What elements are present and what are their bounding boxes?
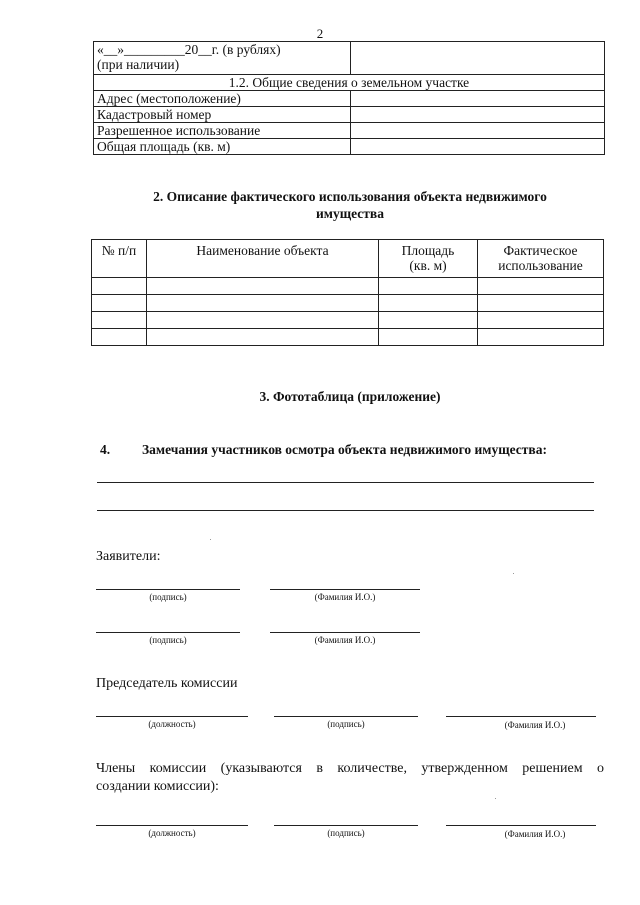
member-signature-line[interactable] [274, 825, 418, 826]
signature-caption: (подпись) [327, 828, 365, 838]
applicants-label: Заявители: [96, 549, 161, 564]
remarks-line-1[interactable] [97, 482, 594, 483]
name-caption: (Фамилия И.О.) [314, 635, 376, 645]
if-available-note: (при наличии) [97, 57, 180, 72]
table-row [94, 107, 605, 123]
header-use-line2: использование [498, 258, 583, 273]
applicant-1-signature-line[interactable] [96, 589, 240, 590]
table-row [94, 42, 605, 75]
row-label-total-area: Общая площадь (кв. м) [94, 139, 351, 155]
table-row [92, 312, 604, 329]
header-area-line1: Площадь [401, 243, 455, 258]
page-number: 2 [316, 26, 324, 41]
table-row [92, 278, 604, 295]
table-row [94, 91, 605, 107]
cell[interactable] [478, 329, 604, 346]
members-label-cont: создании комиссии): [96, 779, 219, 794]
cell[interactable] [478, 312, 604, 329]
chairman-label: Председатель комиссии [96, 676, 238, 691]
signature-caption: (подпись) [149, 635, 187, 645]
cell[interactable] [92, 278, 147, 295]
header-use [478, 240, 604, 278]
members-label-line1: Члены комиссии (указываются в количестве, утвержденном решением о [96, 761, 604, 776]
cell[interactable] [379, 295, 478, 312]
row-label-cadastral: Кадастровый номер [94, 107, 351, 123]
chairman-name-line[interactable] [446, 716, 596, 717]
cell[interactable] [478, 295, 604, 312]
cell[interactable] [379, 312, 478, 329]
section-header: 1.2. Общие сведения о земельном участке [94, 75, 605, 91]
value-cell[interactable] [351, 139, 605, 155]
name-caption: (Фамилия И.О.) [504, 829, 566, 839]
cell[interactable] [147, 312, 379, 329]
value-cell[interactable] [351, 107, 605, 123]
cell[interactable] [379, 329, 478, 346]
table-row [92, 295, 604, 312]
cell[interactable] [92, 312, 147, 329]
members-label [96, 760, 604, 778]
section-4-title: Замечания участников осмотра объекта недвижимого имущества: [142, 442, 547, 457]
cell[interactable] [478, 278, 604, 295]
section-2-title-line2: имущества [316, 206, 384, 221]
table-row [94, 75, 605, 91]
chairman-signature-line[interactable] [274, 716, 418, 717]
section-2-title-line1: 2. Описание фактического использования объекта недвижимого [153, 189, 547, 204]
chairman-position-line[interactable] [96, 716, 248, 717]
header-num: № п/п [92, 240, 147, 278]
value-cell[interactable] [351, 91, 605, 107]
date-line: «__»_________20__г. (в рублях) [97, 42, 281, 57]
applicant-1-name-line[interactable] [270, 589, 420, 590]
table-row [94, 123, 605, 139]
section-3-title: 3. Фототаблица (приложение) [259, 389, 441, 404]
position-caption: (должность) [148, 719, 196, 729]
header-area-line2: (кв. м) [409, 258, 447, 273]
member-position-line[interactable] [96, 825, 248, 826]
applicant-2-name-line[interactable] [270, 632, 420, 633]
speck [210, 539, 211, 540]
land-info-table [93, 41, 605, 155]
name-caption: (Фамилия И.О.) [314, 592, 376, 602]
cell[interactable] [379, 278, 478, 295]
value-cell[interactable] [351, 123, 605, 139]
section-2-title [90, 188, 610, 222]
cell[interactable] [147, 295, 379, 312]
member-name-line[interactable] [446, 825, 596, 826]
name-caption: (Фамилия И.О.) [504, 720, 566, 730]
date-cell [94, 42, 351, 75]
header-area [379, 240, 478, 278]
cell[interactable] [147, 329, 379, 346]
actual-use-table [91, 239, 604, 346]
table-row [92, 329, 604, 346]
table-row [94, 139, 605, 155]
header-use-line1: Фактическое [503, 243, 578, 258]
row-label-permitted-use: Разрешенное использование [94, 123, 351, 139]
cell[interactable] [92, 295, 147, 312]
speck [513, 573, 514, 574]
signature-caption: (подпись) [149, 592, 187, 602]
header-name: Наименование объекта [147, 240, 379, 278]
cell[interactable] [92, 329, 147, 346]
row-label-address: Адрес (местоположение) [94, 91, 351, 107]
applicant-2-signature-line[interactable] [96, 632, 240, 633]
cell[interactable] [147, 278, 379, 295]
header-row [92, 240, 604, 278]
signature-caption: (подпись) [327, 719, 365, 729]
section-4-number: 4. [100, 442, 111, 457]
position-caption: (должность) [148, 828, 196, 838]
value-cell[interactable] [351, 42, 605, 75]
speck [495, 798, 496, 799]
remarks-line-2[interactable] [97, 510, 594, 511]
